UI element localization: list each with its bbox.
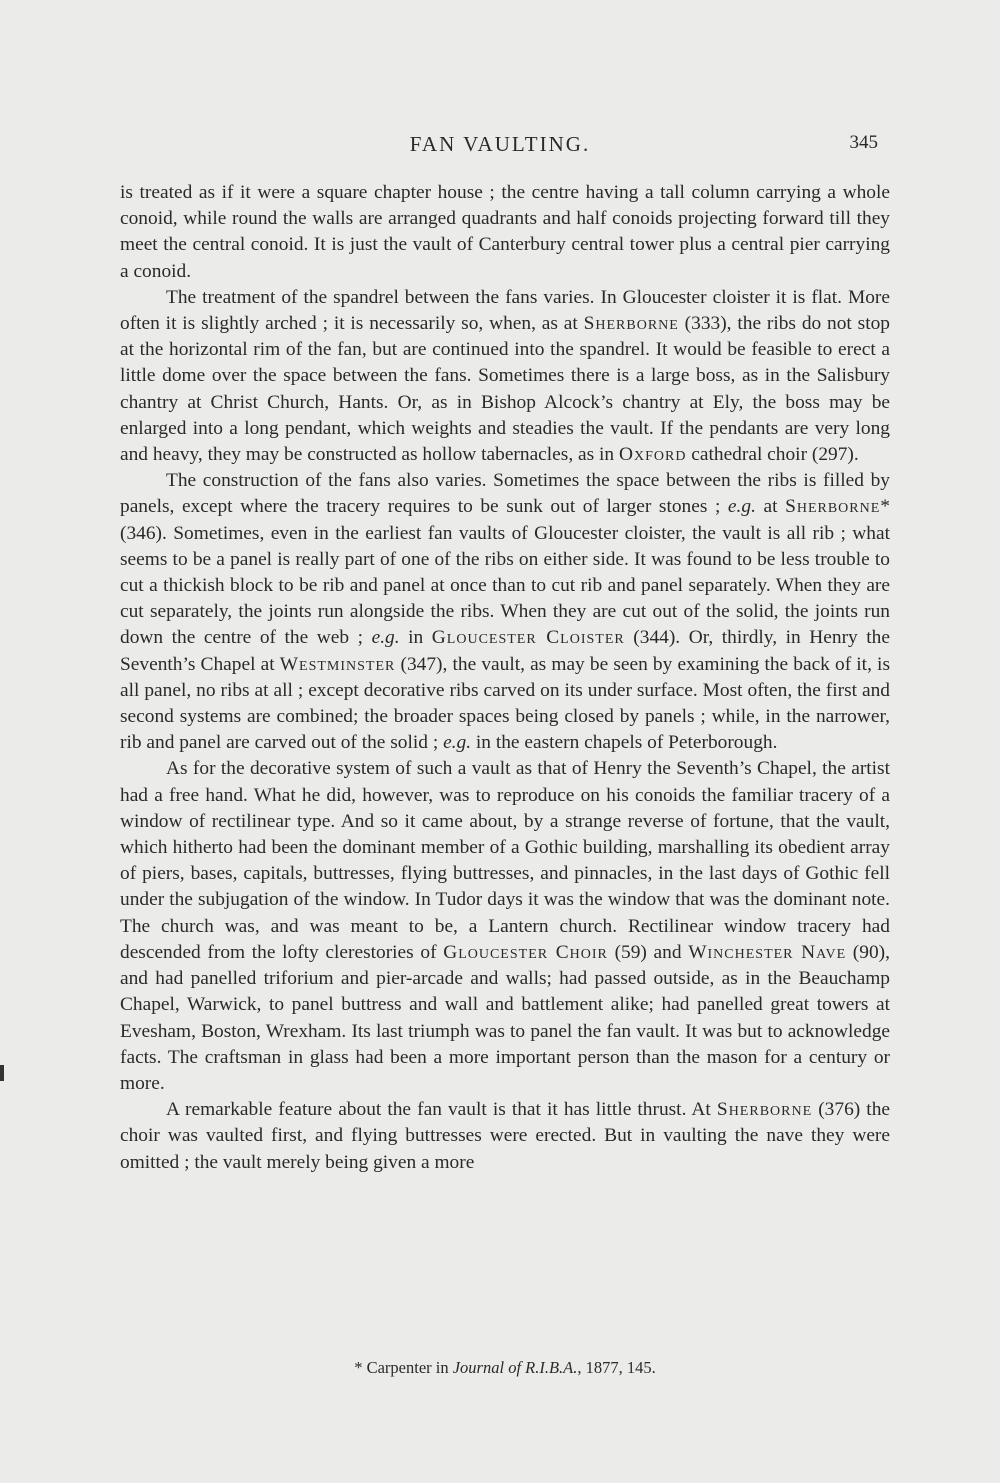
text-segment: (376) the choir was vaulted first, and flying buttresses were erected. But in vaulting the nave they were omitted ; the vault merely being given a more — [120, 1099, 890, 1173]
text-segment: in the eastern chapels of Peterborough. — [471, 732, 778, 754]
italic-abbreviation: e.g. — [727, 496, 756, 518]
footnote — [120, 1358, 890, 1378]
text-segment: (347), the vault, as may be seen by examining the back of it, is all panel, no ribs at all ; except decorative ribs carved on its under surface. Most often, the first and second systems are combined; the broader spaces being closed by panels ; while, in the narrower, rib and panel are carved out of the solid ; — [120, 653, 890, 754]
page-header — [120, 132, 880, 162]
text-segment: is treated as if it were a square chapter house ; the centre having a tall column carrying a whole conoid, while round the walls are arranged quadrants and half conoids projecting forward till they meet the central conoid. It is just the vault of Canterbury central tower plus a central pier carrying a conoid. — [120, 182, 890, 282]
small-caps-reference: Winchester Nave — [688, 941, 847, 963]
text-segment: at — [755, 496, 786, 518]
text-segment: The treatment of the spandrel between the fans varies. In Gloucester cloister it is flat. More often it is slightly arched ; it is necessarily so, when, as at — [120, 286, 890, 335]
small-caps-reference: Oxford — [618, 444, 687, 466]
text-segment: A remarkable feature about the fan vault is that it has little thrust. At — [166, 1099, 717, 1121]
paragraph — [120, 285, 890, 468]
text-segment: The construction of the fans also varies. Sometimes the space between the ribs is filled by panels, except where the tracery requires to be sunk out of larger stones ; — [120, 470, 890, 518]
text-segment: cathedral choir (297). — [686, 444, 859, 466]
small-caps-reference: Sherborne — [716, 1099, 813, 1121]
footnote-marker: * Carpenter in — [354, 1358, 453, 1377]
italic-abbreviation: e.g. — [443, 732, 472, 754]
text-segment: * (346). Sometimes, even in the earliest fan vaults of Gloucester cloister, the vault is all rib ; what seems to be a panel is really part of one of the ribs on either side. It was found to be less trouble to cut a thickish block to be rib and panel at once than to cut rib and panel separately. When they are cut separately, the joints run alongside the ribs. When they are cut out of the solid, the joints run down the centre of the web ; — [120, 496, 890, 649]
body-text — [120, 180, 890, 1176]
paragraph — [120, 180, 890, 285]
page-number: 345 — [849, 132, 878, 153]
small-caps-reference: Sherborne — [583, 313, 679, 335]
text-segment: (90), and had panelled triforium and pier-arcade and walls; had passed outside, as in the Beauchamp Chapel, Warwick, to panel buttress and wall and battlement alike; had panelled great towers at Evesham, Boston, Wrexham. Its last triumph was to panel the fan vault. It was but to acknowledge facts. The craftsman in glass had been a more important person than the mason for a century or more. — [120, 941, 890, 1094]
footnote-journal: Journal of R.I.B.A. — [452, 1358, 578, 1377]
small-caps-reference: Sherborne — [785, 496, 881, 518]
text-segment: (59) and — [607, 941, 689, 963]
footnote-rest: , 1877, 145. — [577, 1358, 656, 1377]
text-segment: (344). Or, thirdly, in Henry the Seventh’s Chapel at — [120, 627, 890, 675]
text-segment: in — [399, 627, 432, 649]
small-caps-reference: Gloucester Choir — [443, 941, 608, 963]
running-title: FAN VAULTING. — [409, 132, 591, 156]
italic-abbreviation: e.g. — [371, 627, 400, 649]
small-caps-reference: Westminster — [279, 653, 396, 675]
text-segment: As for the decorative system of such a vault as that of Henry the Seventh’s Chapel, the artist had a free hand. What he did, however, was to reproduce on his conoids the familiar tracery of a window of rectilinear type. And so it came about, by a strange reverse of fortune, that the vault, which hitherto had been the dominant member of a Gothic building, marshalling its obedient array of piers, bases, capitals, buttresses, flying buttresses, and pinnacles, in the last days of Gothic fell under the subjugation of the window. In Tudor days it was the window that was the dominant note. The church was, and was meant to be, a Lantern church. Rectilinear window tracery had descended from the lofty clerestories of — [120, 758, 890, 963]
page-edge-mark — [0, 1065, 4, 1081]
small-caps-reference: Gloucester Cloister — [431, 627, 625, 649]
paragraph — [120, 1097, 890, 1176]
text-segment: (333), the ribs do not stop at the horizontal rim of the fan, but are continued into the spandrel. It would be feasible to erect a little dome over the space between the fans. Sometimes there is a large boss, as in the Salisbury chantry at Christ Church, Hants. Or, as in Bishop Alcock’s chantry at Ely, the boss may be enlarged into a long pendant, which weights and steadies the vault. If the pendants are very long and heavy, they may be constructed as hollow tabernacles, as in — [120, 313, 890, 466]
paragraph — [120, 468, 890, 756]
paragraph — [120, 756, 890, 1097]
